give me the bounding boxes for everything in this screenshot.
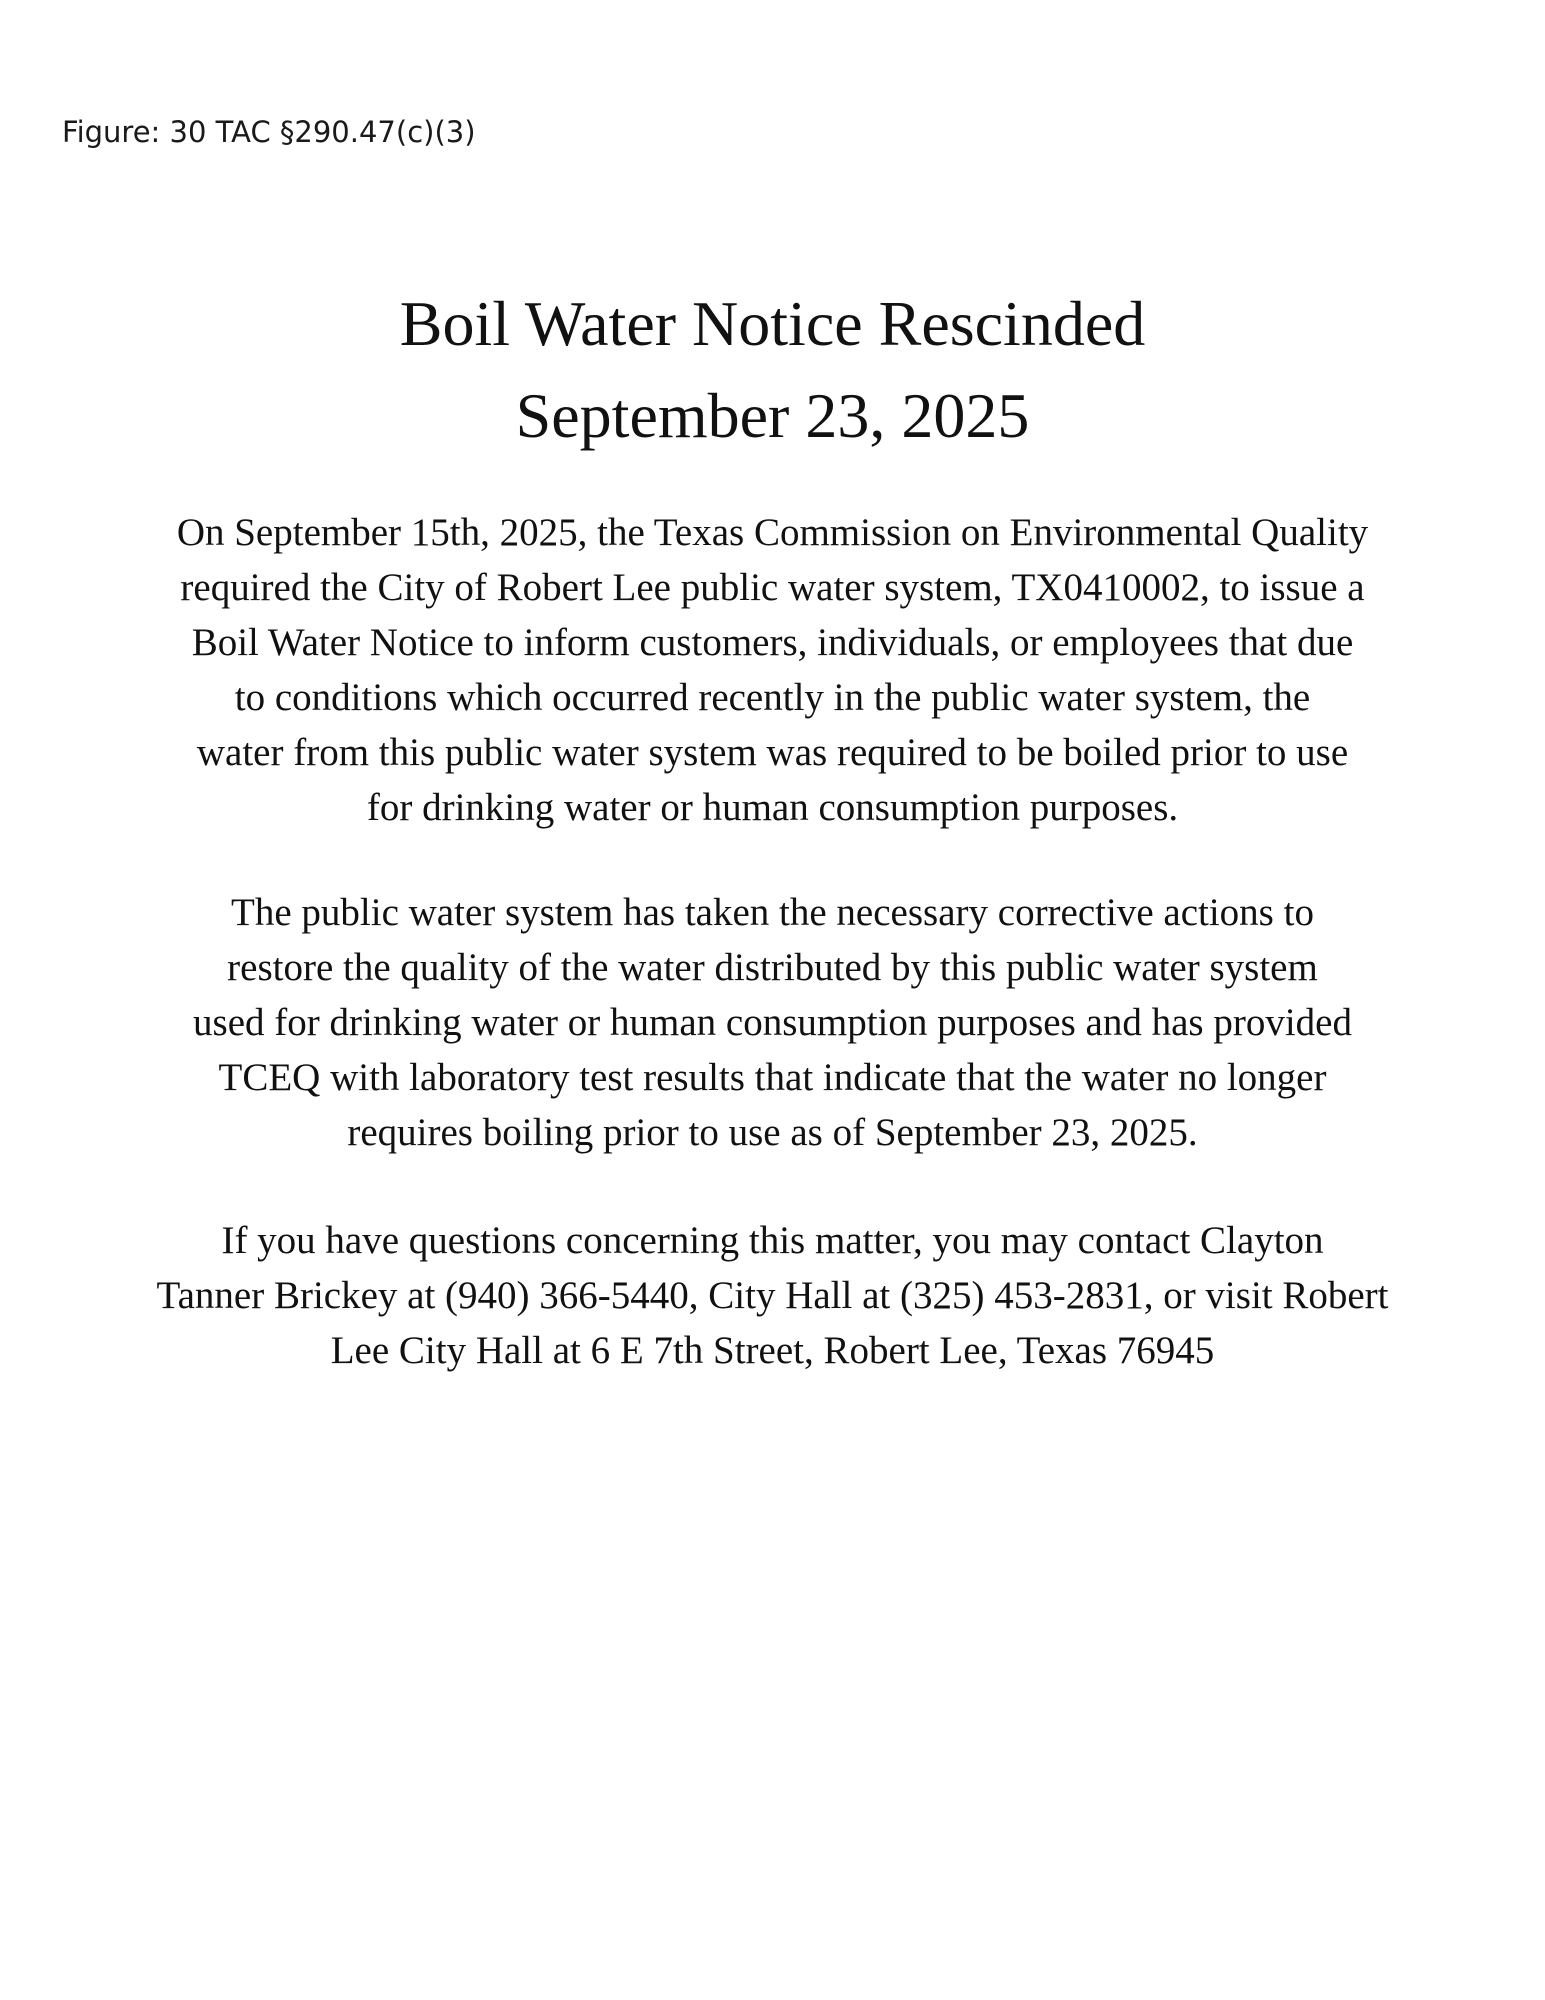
paragraph-line: water from this public water system was required to be boiled prior to use (196, 731, 1349, 774)
paragraph-line: Lee City Hall at 6 E 7th Street, Robert Lee, Texas 76945 (330, 1329, 1215, 1372)
figure-reference: Figure: 30 TAC §290.47(c)(3) (62, 115, 476, 149)
paragraph-line: If you have questions concerning this matter, you may contact Clayton (221, 1219, 1324, 1262)
notice-heading (0, 278, 1545, 462)
paragraph-line: On September 15th, 2025, the Texas Commission on Environmental Quality (176, 511, 1369, 554)
paragraph-corrective-actions (0, 885, 1545, 1160)
paragraph-line: used for drinking water or human consumption purposes and has provided (193, 1001, 1352, 1044)
paragraph-contact-info (0, 1213, 1545, 1378)
paragraph-line: to conditions which occurred recently in the public water system, the (234, 676, 1311, 719)
paragraph-line: The public water system has taken the necessary corrective actions to (231, 891, 1314, 934)
paragraph-line: restore the quality of the water distributed by this public water system (227, 946, 1318, 989)
paragraph-line: required the City of Robert Lee public water system, TX0410002, to issue a (180, 566, 1365, 609)
paragraph-line: Tanner Brickey at (940) 366-5440, City Hall at (325) 453-2831, or visit Robert (156, 1274, 1389, 1317)
paragraph-notice-issued (0, 505, 1545, 835)
paragraph-line: for drinking water or human consumption purposes. (366, 786, 1179, 829)
paragraph-line: TCEQ with laboratory test results that indicate that the water no longer (218, 1056, 1327, 1099)
paragraph-line: Boil Water Notice to inform customers, individuals, or employees that due (191, 621, 1354, 664)
paragraph-line: requires boiling prior to use as of September 23, 2025. (347, 1111, 1198, 1154)
notice-date: September 23, 2025 (515, 380, 1030, 451)
notice-title: Boil Water Notice Rescinded (399, 288, 1146, 359)
